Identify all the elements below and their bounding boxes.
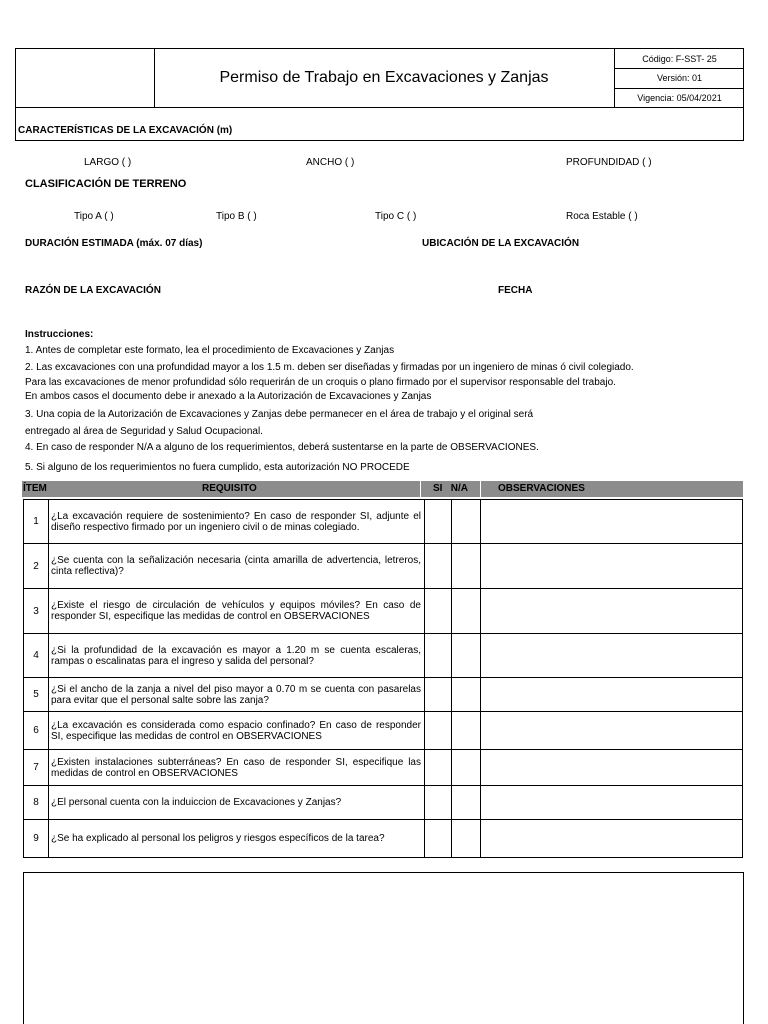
table-header — [22, 481, 743, 497]
row-number: 1 — [24, 500, 49, 543]
table-row — [24, 785, 742, 819]
si-cell[interactable] — [425, 589, 452, 633]
observations-cell[interactable] — [481, 589, 742, 633]
requirement-text: ¿Si la profundidad de la excavación es mayor a 1.20 m se cuenta escaleras, rampas o escalinatas para el ingreso y salida del personal? — [49, 634, 425, 677]
instruction-line: 5. Si alguno de los requerimientos no fuera cumplido, esta autorización NO PROCEDE — [25, 462, 410, 473]
table-row — [24, 588, 742, 633]
si-cell[interactable] — [425, 820, 452, 857]
form-title: Permiso de Trabajo en Excavaciones y Zanjas — [219, 69, 549, 86]
requirement-text: ¿Se cuenta con la señalización necesaria (cinta amarilla de advertencia, letreros, cinta reflectiva)? — [49, 544, 425, 588]
row-number: 2 — [24, 544, 49, 588]
column-header-item: ÍTEM — [23, 483, 47, 494]
terrain-heading: CLASIFICACIÓN DE TERRENO — [25, 178, 187, 190]
instruction-line: 1. Antes de completar este formato, lea el procedimiento de Excavaciones y Zanjas — [25, 345, 395, 356]
table-row — [24, 749, 742, 785]
terrain-type-c[interactable]: Tipo C ( ) — [375, 211, 417, 222]
instruction-line: Para las excavaciones de menor profundidad sólo requerirán de un croquis o plano firmado por el supervisor responsable del trabajo. — [25, 377, 616, 388]
length-field[interactable]: LARGO ( ) — [84, 157, 132, 168]
instruction-line: entregado al área de Seguridad y Salud Ocupacional. — [25, 426, 263, 437]
si-cell[interactable] — [425, 634, 452, 677]
instruction-line: En ambos casos el documento debe ir anexado a la Autorización de Excavaciones y Zanjas — [25, 391, 432, 402]
row-number: 6 — [24, 712, 49, 749]
document-metadata — [614, 49, 744, 107]
depth-field[interactable]: PROFUNDIDAD ( ) — [566, 157, 652, 168]
requirement-text: ¿Existe el riesgo de circulación de vehículos y equipos móviles? En caso de responder SI, especifique las medidas de control en OBSERVACIONES — [49, 589, 425, 633]
instruction-line: 2. Las excavaciones con una profundidad mayor a los 1.5 m. deben ser diseñadas y firmadas por un ingeniero de minas ó civil colegiado. — [25, 362, 634, 373]
document-version: Versión: 01 — [615, 68, 744, 87]
observations-cell[interactable] — [481, 678, 742, 711]
row-number: 7 — [24, 750, 49, 785]
terrain-type-a[interactable]: Tipo A ( ) — [74, 211, 114, 222]
observations-cell[interactable] — [481, 634, 742, 677]
terrain-stable-rock[interactable]: Roca Estable ( ) — [566, 211, 638, 222]
row-number: 4 — [24, 634, 49, 677]
observations-cell[interactable] — [481, 820, 742, 857]
requirement-text: ¿La excavación es considerada como espacio confinado? En caso de responder SI, especifique las medidas de control en OBSERVACIONES — [49, 712, 425, 749]
si-cell[interactable] — [425, 750, 452, 785]
na-cell[interactable] — [452, 820, 481, 857]
observations-cell[interactable] — [481, 750, 742, 785]
requirement-text: ¿El personal cuenta con la induiccion de Excavaciones y Zanjas? — [49, 786, 425, 819]
observations-cell[interactable] — [481, 500, 742, 543]
observations-area[interactable] — [23, 872, 744, 1024]
si-cell[interactable] — [425, 500, 452, 543]
requirements-table — [23, 499, 743, 858]
characteristics-heading: CARACTERÍSTICAS DE LA EXCAVACIÓN (m) — [15, 108, 744, 141]
table-row — [24, 677, 742, 711]
document-code: Código: F-SST- 25 — [642, 53, 717, 64]
date-label: FECHA — [498, 285, 533, 296]
logo-area — [16, 49, 155, 107]
width-field[interactable]: ANCHO ( ) — [306, 157, 355, 168]
table-row — [24, 711, 742, 749]
column-header-observations: OBSERVACIONES — [498, 483, 585, 494]
instructions-heading: Instrucciones: — [25, 329, 94, 340]
reason-label: RAZÓN DE LA EXCAVACIÓN — [25, 285, 161, 296]
requirement-text: ¿Se ha explicado al personal los peligros y riesgos específicos de la tarea? — [49, 820, 425, 857]
requirement-text: ¿Existen instalaciones subterráneas? En caso de responder SI, especifique las medidas de control en OBSERVACIONES — [49, 750, 425, 785]
requirement-text: ¿Si el ancho de la zanja a nivel del piso mayor a 0.70 m se cuenta con pasarelas para evitar que el personal salte sobre las zanja? — [49, 678, 425, 711]
na-cell[interactable] — [452, 500, 481, 543]
requirement-text: ¿La excavación requiere de sostenimiento? En caso de responder SI, adjunte el diseño respectivo firmado por un ingeniero civil o de minas colegiado. — [49, 500, 425, 543]
si-cell[interactable] — [425, 678, 452, 711]
table-row — [24, 819, 742, 857]
row-number: 5 — [24, 678, 49, 711]
terrain-type-b[interactable]: Tipo B ( ) — [216, 211, 257, 222]
si-cell[interactable] — [425, 712, 452, 749]
table-row — [24, 500, 742, 543]
na-cell[interactable] — [452, 712, 481, 749]
row-number: 3 — [24, 589, 49, 633]
table-row — [24, 633, 742, 677]
observations-cell[interactable] — [481, 786, 742, 819]
na-cell[interactable] — [452, 544, 481, 588]
si-cell[interactable] — [425, 544, 452, 588]
form-header — [15, 48, 744, 108]
observations-cell[interactable] — [481, 544, 742, 588]
location-label: UBICACIÓN DE LA EXCAVACIÓN — [422, 238, 580, 249]
na-cell[interactable] — [452, 589, 481, 633]
na-cell[interactable] — [452, 750, 481, 785]
na-cell[interactable] — [452, 634, 481, 677]
si-cell[interactable] — [425, 786, 452, 819]
na-cell[interactable] — [452, 678, 481, 711]
duration-label: DURACIÓN ESTIMADA (máx. 07 días) — [25, 238, 203, 249]
table-row — [24, 543, 742, 588]
column-header-requirement: REQUISITO — [202, 483, 257, 494]
instruction-line: 3. Una copia de la Autorización de Excavaciones y Zanjas debe permanecer en el área de trabajo y el original será — [25, 409, 534, 420]
row-number: 8 — [24, 786, 49, 819]
document-validity: Vigencia: 05/04/2021 — [615, 88, 744, 107]
observations-cell[interactable] — [481, 712, 742, 749]
instruction-line: 4. En caso de responder N/A a alguno de los requerimientos, deberá sustentarse en la parte de OBSERVACIONES. — [25, 442, 539, 453]
na-cell[interactable] — [452, 786, 481, 819]
column-header-si-na: SI N/A — [433, 483, 469, 494]
row-number: 9 — [24, 820, 49, 857]
